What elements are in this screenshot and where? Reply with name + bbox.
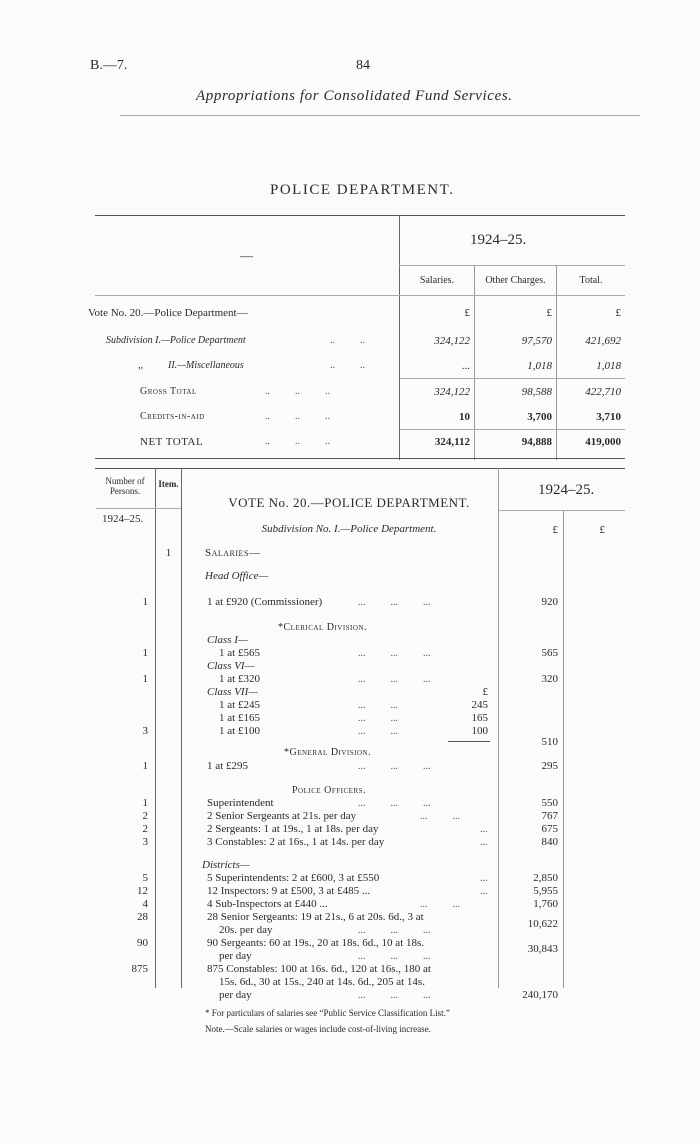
leader-dots: ... ... xyxy=(358,726,398,737)
vote-title: VOTE No. 20.—POLICE DEPARTMENT. xyxy=(228,495,470,510)
detail-top-rule xyxy=(95,468,625,469)
persons-count: 1 xyxy=(142,760,148,772)
class-heading: Class VI— xyxy=(207,660,255,672)
detail-amount: 2,850 xyxy=(533,872,558,884)
detail-line-text: 3 Constables: 2 at 16s., 1 at 14s. per day xyxy=(207,836,385,848)
detail-amount: 320 xyxy=(541,673,558,685)
leader-dots: ... ... xyxy=(420,899,460,910)
summary-other: 3,700 xyxy=(527,411,552,423)
col-total: Total. xyxy=(579,275,603,286)
summary-salaries: 10 xyxy=(459,411,470,423)
subtotal-rule xyxy=(400,378,625,379)
item-number: 1 xyxy=(165,547,172,559)
summary-header-rule xyxy=(95,295,625,296)
persons-count: 2 xyxy=(142,810,148,822)
detail-amount: 240,170 xyxy=(522,989,558,1001)
detail-line-text: 1 at £100 xyxy=(219,725,260,737)
detail-amount: 1,760 xyxy=(533,898,558,910)
persons-count: 12 xyxy=(137,885,148,897)
note: Note.—Scale salaries or wages include cost-of-living increase. xyxy=(205,1024,431,1034)
summary-year: 1924–25. xyxy=(470,232,527,248)
page-number: 84 xyxy=(356,58,370,73)
currency-other: £ xyxy=(546,307,552,319)
col-item: Item. xyxy=(158,479,179,489)
currency-2: £ xyxy=(599,524,605,536)
detail-line-text: 5 Superintendents: 2 at £600, 3 at £550 xyxy=(207,872,380,884)
detail-line-text: 12 Inspectors: 9 at £500, 3 at £485 ... xyxy=(207,885,371,897)
amount-col-divider-2 xyxy=(563,510,564,988)
detail-line-text: 90 Sergeants: 60 at 19s., 20 at 18s. 6d., 10 at 18s. xyxy=(207,937,425,949)
detail-year-left: 1924–25. xyxy=(102,513,144,525)
detail-amount: 565 xyxy=(541,647,558,659)
col-number-of-persons: Number of Persons. xyxy=(105,476,145,496)
detail-amount: 5,955 xyxy=(533,885,558,897)
detail-line-text: 1 at £565 xyxy=(219,647,260,659)
summary-salaries: ... xyxy=(461,360,470,372)
sub-currency: £ xyxy=(482,686,488,698)
summary-total: 421,692 xyxy=(585,335,621,347)
detail-line-text: 1 at £920 (Commissioner) xyxy=(207,596,323,608)
summary-row-label: NET TOTAL xyxy=(140,436,204,448)
currency-salaries: £ xyxy=(464,307,470,319)
salaries-heading: Salaries— xyxy=(205,547,261,559)
subdivision-title: Subdivision No. I.—Police Department. xyxy=(261,523,437,535)
detail-amount: 510 xyxy=(541,736,558,748)
class-heading: Class VII— xyxy=(207,686,259,698)
amount-header-rule xyxy=(498,510,625,511)
persons-count: 3 xyxy=(142,836,148,848)
summary-year-rule xyxy=(399,265,625,266)
leader-dots: ... ... ... xyxy=(358,761,431,772)
detail-line-continuation: per day xyxy=(219,950,252,962)
summary-total: 3,710 xyxy=(596,411,621,423)
leader-dots: ... xyxy=(480,837,488,848)
number-col-divider xyxy=(155,468,156,988)
sum-rule xyxy=(448,741,490,742)
leader-dots: .. .. xyxy=(330,335,365,346)
detail-amount: 30,843 xyxy=(527,943,558,955)
leader-dots: ... xyxy=(480,873,488,884)
summary-dash: — xyxy=(240,248,253,263)
col-salaries: Salaries. xyxy=(419,275,455,286)
persons-count: 875 xyxy=(131,963,148,975)
ditto-mark: ,, xyxy=(138,360,143,371)
summary-total: 1,018 xyxy=(596,360,621,372)
page-title: Appropriations for Consolidated Fund Services. xyxy=(196,88,513,104)
detail-amount: 920 xyxy=(541,596,558,608)
summary-row-label: II.—Miscellaneous xyxy=(168,360,244,371)
leader-dots: ... ... ... xyxy=(358,951,431,962)
summary-other: 94,888 xyxy=(521,436,552,448)
detail-year: 1924–25. xyxy=(538,482,595,498)
sub-amount: 100 xyxy=(471,725,488,737)
leader-dots: .. .. xyxy=(330,360,365,371)
leader-dots: .. .. .. xyxy=(265,386,330,397)
summary-top-rule xyxy=(95,215,625,216)
number-header-rule xyxy=(96,508,181,509)
leader-dots: .. .. .. xyxy=(265,411,330,422)
detail-amount: 10,622 xyxy=(527,918,558,930)
detail-line-text: 875 Constables: 100 at 16s. 6d., 120 at 16s., 180 at xyxy=(207,963,431,975)
leader-dots: ... ... ... xyxy=(358,648,431,659)
summary-other: 1,018 xyxy=(527,360,552,372)
detail-line-text: 1 at £320 xyxy=(219,673,260,685)
summary-total: 422,710 xyxy=(585,386,621,398)
amount-col-divider-1 xyxy=(498,468,499,988)
sub-amount: 165 xyxy=(471,712,488,724)
detail-line-text: 4 Sub-Inspectors at £440 ... xyxy=(207,898,328,910)
summary-salaries: 324,122 xyxy=(434,386,470,398)
detail-amount: 295 xyxy=(541,760,558,772)
leader-dots: ... ... ... xyxy=(358,925,431,936)
class-heading: Class I— xyxy=(207,634,248,646)
detail-line-continuation: 15s. 6d., 30 at 15s., 240 at 14s. 6d., 205 at 14s. xyxy=(219,976,425,988)
col-other-charges: Other Charges. xyxy=(485,275,546,286)
leader-dots: ... ... ... xyxy=(358,798,431,809)
summary-row-label: Credits-in-aid xyxy=(140,411,205,422)
leader-dots: ... ... ... xyxy=(358,597,431,608)
persons-count: 90 xyxy=(137,937,148,949)
detail-amount: 550 xyxy=(541,797,558,809)
detail-line-text: 1 at £295 xyxy=(207,760,248,772)
currency-total: £ xyxy=(615,307,621,319)
leader-dots: ... xyxy=(480,824,488,835)
detail-line-text: 2 Senior Sergeants at 21s. per day xyxy=(207,810,357,822)
detail-line-continuation: 20s. per day xyxy=(219,924,273,936)
summary-salaries: 324,122 xyxy=(434,335,470,347)
persons-count: 1 xyxy=(142,797,148,809)
detail-line-text: 28 Senior Sergeants: 19 at 21s., 6 at 20s. 6d., 3 at xyxy=(207,911,424,923)
department-title: POLICE DEPARTMENT. xyxy=(270,182,455,198)
persons-count: 1 xyxy=(142,596,148,608)
item-col-divider xyxy=(181,468,182,988)
detail-line-text: 2 Sergeants: 1 at 19s., 1 at 18s. per day xyxy=(207,823,379,835)
summary-row-label: Gross Total xyxy=(140,386,197,397)
leader-dots: ... ... xyxy=(358,713,398,724)
persons-count: 28 xyxy=(137,911,148,923)
districts-heading: Districts— xyxy=(202,859,250,871)
net-rule xyxy=(400,429,625,430)
detail-amount: 675 xyxy=(541,823,558,835)
persons-count: 3 xyxy=(142,725,148,737)
leader-dots: .. .. .. xyxy=(265,436,330,447)
general-division-heading: *General Division. xyxy=(284,747,372,758)
clerical-division-heading: *Clerical Division. xyxy=(278,622,367,633)
head-office-heading: Head Office— xyxy=(205,570,269,582)
summary-other: 97,570 xyxy=(521,335,552,347)
leader-dots: ... xyxy=(480,886,488,897)
persons-count: 1 xyxy=(142,673,148,685)
footnote: * For particulars of salaries see “Public Service Classification List.” xyxy=(205,1008,450,1018)
currency-1: £ xyxy=(552,524,558,536)
detail-line-text: 1 at £165 xyxy=(219,712,260,724)
detail-amount: 767 xyxy=(541,810,558,822)
leader-dots: ... ... ... xyxy=(358,990,431,1001)
summary-row-label: Subdivision I.—Police Department xyxy=(106,335,246,346)
police-officers-heading: Police Officers. xyxy=(292,785,367,796)
document-ref: B.—7. xyxy=(90,58,128,73)
persons-count: 5 xyxy=(142,872,148,884)
summary-bottom-rule xyxy=(95,458,625,459)
detail-amount: 840 xyxy=(541,836,558,848)
leader-dots: ... ... xyxy=(358,700,398,711)
summary-total: 419,000 xyxy=(585,436,621,448)
summary-salaries: 324,112 xyxy=(434,436,470,448)
detail-line-continuation: per day xyxy=(219,989,252,1001)
persons-count: 2 xyxy=(142,823,148,835)
sub-amount: 245 xyxy=(471,699,488,711)
leader-dots: ... ... ... xyxy=(358,674,431,685)
persons-count: 4 xyxy=(142,898,148,910)
detail-line-text: Superintendent xyxy=(207,797,274,809)
header-rule xyxy=(120,115,640,116)
vote-label: Vote No. 20.—Police Department— xyxy=(88,307,248,319)
detail-line-text: 1 at £245 xyxy=(219,699,260,711)
persons-count: 1 xyxy=(142,647,148,659)
summary-other: 98,588 xyxy=(521,386,552,398)
leader-dots: ... ... xyxy=(420,811,460,822)
